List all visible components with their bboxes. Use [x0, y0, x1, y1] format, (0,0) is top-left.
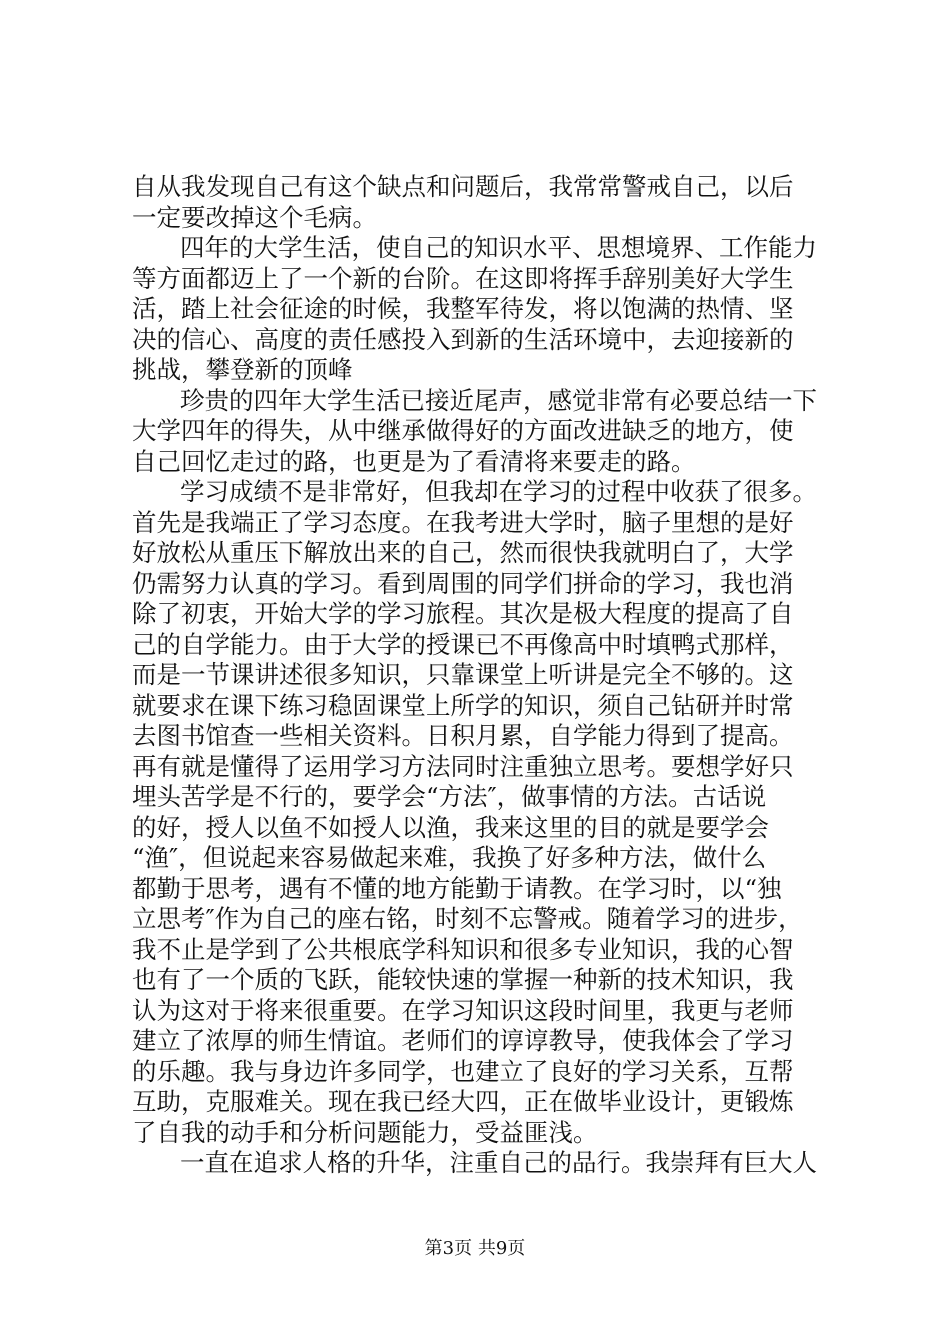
text-line: 活，踏上社会征途的时候，我整军待发，将以饱满的热情、坚 [132, 294, 794, 323]
text-line: 一直在追求人格的升华，注重自己的品行。我崇拜有巨大人 [180, 1148, 817, 1177]
text-line: 建立了浓厚的师生情谊。老师们的谆谆教导，使我体会了学习 [132, 1026, 794, 1055]
text-line: 等方面都迈上了一个新的台阶。在这即将挥手辞别美好大学生 [132, 263, 794, 293]
text-line: 的乐趣。我与身边许多同学，也建立了良好的学习关系，互帮 [132, 1056, 794, 1086]
page-number-label: 第3页 共9页 [424, 1238, 526, 1259]
text-line: 自从我发现自己有这个缺点和问题后，我常常警戒自己，以后 [132, 172, 794, 201]
text-line: 四年的大学生活，使自己的知识水平、思想境界、工作能力 [180, 233, 817, 262]
text-line: 挑战，攀登新的顶峰 [132, 355, 353, 384]
text-line: 都勤于思考，遇有不懂的地方能勤于请教。在学习时，以“独 [132, 873, 782, 903]
page-footer [0, 1236, 950, 1262]
text-line: 决的信心、高度的责任感投入到新的生活环境中，去迎接新的 [132, 324, 794, 354]
text-line: 去图书馆查一些相关资料。日积月累，自学能力得到了提高。 [132, 721, 794, 750]
text-line: “渔″，但说起来容易做起来难，我换了好多种方法，做什么 [132, 843, 767, 872]
text-line: 学习成绩不是非常好，但我却在学习的过程中收获了很多。 [180, 477, 817, 506]
text-line: 仍需努力认真的学习。看到周围的同学们拼命的学习，我也消 [132, 568, 794, 598]
text-line: 我不止是学到了公共根底学科知识和很多专业知识，我的心智 [132, 934, 794, 964]
text-line: 除了初衷，开始大学的学习旅程。其次是极大程度的提高了自 [132, 599, 794, 628]
text-line: 认为这对于将来很重要。在学习知识这段时间里，我更与老师 [132, 995, 794, 1025]
text-line: 一定要改掉这个毛病。 [132, 202, 377, 232]
text-line: 大学四年的得失，从中继承做得好的方面改进缺乏的地方，使 [132, 416, 794, 445]
text-line: 自己回忆走过的路，也更是为了看清将来要走的路。 [132, 446, 696, 476]
text-line: 埋头苦学是不行的，要学会“方法″，做事情的方法。古话说 [132, 782, 767, 811]
text-line: 再有就是懂得了运用学习方法同时注重独立思考。要想学好只 [132, 751, 794, 781]
text-line: 的好，授人以鱼不如授人以渔，我来这里的目的就是要学会 [132, 812, 769, 842]
text-line: 首先是我端正了学习态度。在我考进大学时，脑子里想的是好 [132, 507, 794, 537]
text-line: 互助，克服难关。现在我已经大四，正在做毕业设计，更锻炼 [132, 1087, 794, 1116]
text-line: 珍贵的四年大学生活已接近尾声，感觉非常有必要总结一下 [180, 385, 817, 415]
text-line: 就要求在课下练习稳固课堂上所学的知识，须自己钻研并时常 [132, 690, 794, 720]
text-line: 立思考″作为自己的座右铭，时刻不忘警戒。随着学习的进步， [132, 904, 803, 933]
text-line: 己的自学能力。由于大学的授课已不再像高中时填鸭式那样， [132, 629, 794, 659]
text-line: 而是一节课讲述很多知识，只靠课堂上听讲是完全不够的。这 [132, 660, 794, 689]
text-line: 了自我的动手和分析问题能力，受益匪浅。 [132, 1117, 598, 1147]
text-line: 也有了一个质的飞跃，能较快速的掌握一种新的技术知识，我 [132, 965, 794, 994]
text-line: 好放松从重压下解放出来的自己，然而很快我就明白了，大学 [132, 538, 794, 567]
